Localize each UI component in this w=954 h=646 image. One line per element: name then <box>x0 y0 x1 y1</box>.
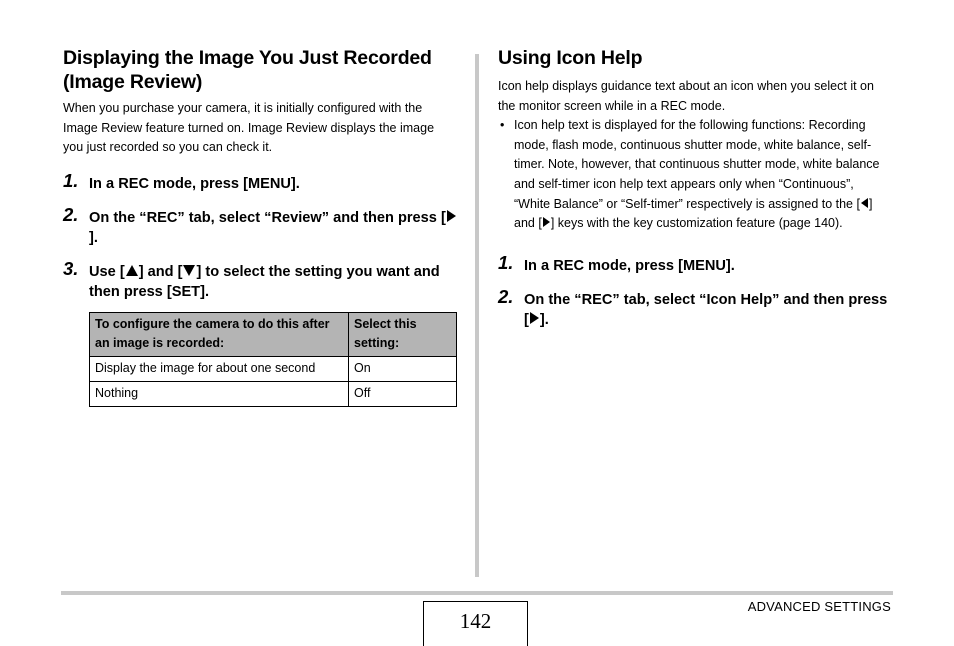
table-header-cell: Select this setting: <box>349 312 457 356</box>
intro-paragraph: When you purchase your camera, it is initially configured with the Image Review feature turned on. Image Review displays the image you just recorded so you can check it. <box>63 101 435 155</box>
step-2 <box>498 285 893 330</box>
left-column <box>63 46 457 407</box>
step-number: 3. <box>63 257 79 279</box>
intro-paragraph: Icon help displays guidance text about an icon when you select it on the monitor screen while in a REC mode. <box>498 79 874 113</box>
right-column <box>498 46 893 330</box>
table-cell: Display the image for about one second <box>90 356 349 381</box>
step-1 <box>63 169 457 194</box>
step-text: Use [ <box>89 263 125 280</box>
step-text-end: ]. <box>89 229 98 246</box>
triangle-right-icon <box>543 217 550 227</box>
step-text-mid: ] and [ <box>138 263 183 280</box>
table-row <box>90 381 457 406</box>
step-text: In a REC mode, press [MENU]. <box>524 257 735 274</box>
bullet-dot: • <box>500 118 505 133</box>
step-number: 2. <box>498 285 514 307</box>
bullet-text-end: ] keys with the key customization feature (page 140). <box>550 216 843 231</box>
step-number: 2. <box>63 203 79 225</box>
bullet-text-mid: ] and [ <box>514 196 873 231</box>
section-title: Using Icon Help <box>498 47 643 69</box>
step-1 <box>498 251 893 276</box>
step-3 <box>63 257 457 302</box>
section-label: ADVANCED SETTINGS <box>747 599 891 614</box>
section-title: Displaying the Image You Just Recorded (Image Review) <box>63 47 432 93</box>
column-divider <box>475 54 479 577</box>
triangle-right-icon <box>530 312 539 324</box>
table-row <box>90 356 457 381</box>
step-text: On the “REC” tab, select “Review” and then press [ <box>89 209 446 226</box>
step-text-end: ] to select the setting you want and then press [SET]. <box>89 263 440 300</box>
step-text: In a REC mode, press [MENU]. <box>89 175 300 192</box>
table-header-cell: To configure the camera to do this after an image is recorded: <box>90 312 349 356</box>
table-cell: Off <box>349 381 457 406</box>
page-number: 142 <box>459 609 492 633</box>
step-text: On the “REC” tab, select “Icon Help” and then press [ <box>524 291 888 328</box>
step-text-end: ]. <box>539 311 549 328</box>
step-number: 1. <box>498 251 514 273</box>
bullet-list <box>498 116 893 234</box>
triangle-down-icon <box>183 265 195 276</box>
triangle-up-icon <box>126 265 138 276</box>
table-header-row <box>90 312 457 356</box>
step-2 <box>63 203 457 248</box>
footer-rule <box>61 591 893 595</box>
step-number: 1. <box>63 169 79 191</box>
list-item <box>498 116 893 234</box>
settings-table <box>89 312 457 407</box>
table-cell: Nothing <box>90 381 349 406</box>
page-number-box <box>423 601 528 646</box>
bullet-text: Icon help text is displayed for the following functions: Recording mode, flash mode, continuous shutter mode, white balance, self-timer. Note, however, that continuous shutter mode, white balance and self-timer icon help text appears only when “Continuous”, “White Balance” or “Self-timer” respectively is assigned to the [ <box>514 118 880 211</box>
triangle-left-icon <box>861 198 868 208</box>
table-cell: On <box>349 356 457 381</box>
triangle-right-icon <box>447 210 456 222</box>
